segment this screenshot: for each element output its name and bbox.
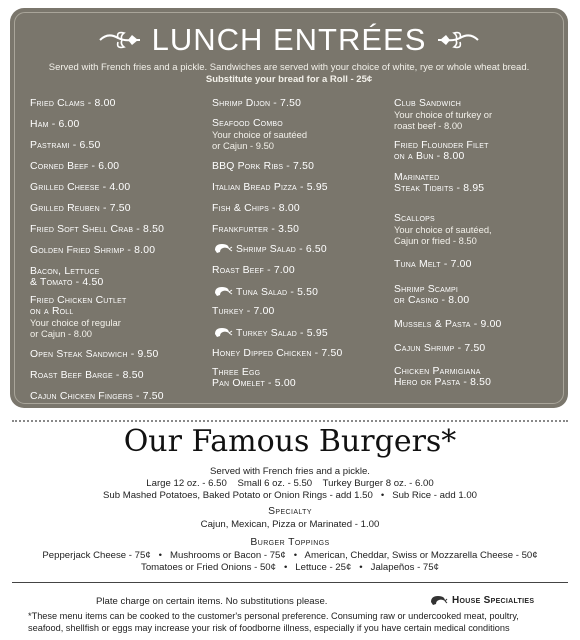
menu-item-name-text: Tuna Melt - 7.00 [394, 259, 472, 270]
menu-item [212, 98, 390, 109]
menu-item-name-text: Shrimp Dijon - 7.50 [212, 98, 302, 109]
menu-item-name-line2: on a Roll [30, 306, 74, 317]
plate-charge-note: Plate charge on certain items. No substitutions please. [96, 596, 328, 607]
menu-item [30, 349, 208, 360]
dotted-divider [12, 420, 568, 422]
menu-item-name [30, 98, 208, 109]
menu-item [30, 140, 208, 151]
menu-item-name [30, 182, 208, 193]
menu-item [394, 98, 572, 131]
menu-item-description: Your choice of sautéed [212, 129, 308, 140]
menu-item [30, 182, 208, 193]
menu-item-name [212, 98, 390, 109]
menu-item-name [212, 348, 390, 359]
menu-item-name [30, 203, 208, 214]
footer-divider [12, 582, 568, 583]
menu-item [30, 391, 208, 402]
menu-item-name-text: Scallops [394, 213, 435, 224]
menu-item-name [212, 285, 390, 298]
disclaimer-line1: *These menu items can be cooked to the customer's personal preference. Consuming raw or undercooked meat, poultry, [28, 611, 519, 621]
menu-item [394, 213, 572, 246]
menu-item [212, 224, 390, 235]
menu-item-name [30, 266, 208, 277]
menu-item [30, 245, 208, 256]
menu-item [30, 224, 208, 235]
menu-item-name [394, 259, 572, 270]
menu-item-name-text: Frankfurter - 3.50 [212, 224, 300, 235]
menu-item-name-text: Cajun Chicken Fingers - 7.50 [30, 391, 164, 402]
shrimp-icon [212, 326, 234, 338]
menu-item [394, 284, 572, 306]
menu-item-name-text: Roast Beef - 7.00 [212, 265, 295, 276]
menu-item-name [212, 118, 390, 129]
menu-item-name-text: Club Sandwich [394, 98, 461, 109]
specialty-heading: Specialty [268, 506, 312, 517]
menu-item-name [30, 370, 208, 381]
flourish-right-icon [436, 29, 480, 51]
menu-item [212, 285, 390, 298]
menu-item-name [30, 245, 208, 256]
menu-item-name-text: Turkey Salad - 5.95 [236, 328, 328, 339]
menu-item-name-text: Fried Soft Shell Crab - 8.50 [30, 224, 165, 235]
menu-item-name-text: Fish & Chips - 8.00 [212, 203, 300, 214]
shrimp-icon [428, 594, 448, 606]
menu-item-name-text: Grilled Cheese - 4.00 [30, 182, 131, 193]
menu-item-name-text: Shrimp Salad - 6.50 [236, 244, 327, 255]
menu-item-name-text: Chicken Parmigiana [394, 366, 481, 377]
lunch-subtitle [20, 62, 558, 86]
menu-item-name [212, 224, 390, 235]
menu-item-name [394, 343, 572, 354]
menu-item [212, 182, 390, 193]
menu-item-name-text: Corned Beef - 6.00 [30, 161, 120, 172]
toppings-line2: Tomatoes or Fried Onions - 50¢ • Lettuce - 25¢ • Jalapeños - 75¢ [141, 562, 439, 573]
menu-item-name-text: Mussels & Pasta - 9.00 [394, 319, 502, 330]
menu-item [30, 161, 208, 172]
menu-item [212, 326, 390, 339]
flourish-left-icon [98, 29, 142, 51]
menu-item-name-text: Turkey - 7.00 [212, 306, 275, 317]
lunch-subtitle-line2 [20, 74, 558, 86]
toppings-line1: Pepperjack Cheese - 75¢ • Mushrooms or Bacon - 75¢ • American, Cheddar, Swiss or Mozzarella Cheese - 50¢ [42, 550, 538, 561]
menu-item [394, 319, 572, 330]
menu-item-name-text: Roast Beef Barge - 8.50 [30, 370, 144, 381]
menu-item-name-text: Bacon, Lettuce [30, 266, 100, 277]
menu-item [30, 203, 208, 214]
menu-item [30, 98, 208, 109]
menu-item-description: Your choice of regular [30, 317, 121, 328]
menu-item-description-line2: or Cajun - 9.50 [212, 140, 275, 151]
menu-item [394, 259, 572, 270]
menu-item-name [212, 306, 390, 317]
menu-item-name [394, 140, 572, 151]
menu-item-name-text: Three Egg [212, 367, 261, 378]
menu-item-name [30, 224, 208, 235]
menu-item-description: Your choice of sautéed, [394, 224, 492, 235]
menu-item [212, 203, 390, 214]
menu-item-name [212, 242, 390, 255]
lunch-subtitle-line1: Served with French fries and a pickle. Sandwiches are served with your choice of white, rye or whole wheat bread. [48, 62, 530, 73]
menu-item-name [212, 182, 390, 193]
menu-item-description-line2: Cajun or fried - 8.50 [394, 235, 477, 246]
menu-item [212, 367, 390, 389]
menu-item-name [30, 119, 208, 130]
menu-item-name-text: Open Steak Sandwich - 9.50 [30, 349, 159, 360]
burgers-sizes: Large 12 oz. - 6.50 Small 6 oz. - 5.50 Turkey Burger 8 oz. - 6.00 [146, 478, 434, 489]
menu-item [30, 119, 208, 130]
menu-item [394, 172, 572, 194]
menu-item-name [30, 161, 208, 172]
menu-item-name [212, 326, 390, 339]
menu-item-name [212, 265, 390, 276]
menu-item-name-text: Fried Chicken Cutlet [30, 295, 127, 306]
menu-item [212, 242, 390, 255]
menu-item-name-line2: or Casino - 8.00 [394, 295, 470, 306]
menu-item-name-text: Grilled Reuben - 7.50 [30, 203, 131, 214]
menu-item-description-line2: roast beef - 8.00 [394, 120, 463, 131]
menu-item-name [394, 213, 572, 224]
menu-item-name-text: Pastrami - 6.50 [30, 140, 101, 151]
menu-item-name-text: Honey Dipped Chicken - 7.50 [212, 348, 343, 359]
menu-item-name-line2: Steak Tidbits - 8.95 [394, 183, 485, 194]
menu-item-description: Your choice of turkey or [394, 109, 493, 120]
menu-item-name-line2: Hero or Pasta - 8.50 [394, 377, 492, 388]
menu-item-name-text: Cajun Shrimp - 7.50 [394, 343, 486, 354]
menu-item-name [30, 391, 208, 402]
menu-item-name [212, 203, 390, 214]
menu-item [212, 161, 390, 172]
menu-item [212, 306, 390, 317]
burgers-title: Our Famous Burgers* [123, 424, 457, 459]
disclaimer-line2: seafood, shellfish or eggs may increase your risk of foodborne illness, especially if you have certain medical conditions [28, 622, 510, 633]
lunch-title: LUNCH ENTRÉES [151, 22, 427, 57]
menu-item-name [30, 295, 208, 306]
menu-item-name-text: Italian Bread Pizza - 5.95 [212, 182, 328, 193]
menu-item-name [394, 319, 572, 330]
menu-item-name [394, 284, 572, 295]
menu-item-name-text: Seafood Combo [212, 118, 283, 129]
specialty-options: Cajun, Mexican, Pizza or Marinated - 1.00 [200, 519, 380, 530]
menu-item-name-text: Ham - 6.00 [30, 119, 80, 130]
menu-item [394, 366, 572, 388]
menu-item-name-line2: & Tomato - 4.50 [30, 277, 104, 288]
menu-item-name [30, 349, 208, 360]
menu-item-name [394, 366, 572, 377]
lunch-entrees-panel [10, 8, 568, 408]
menu-item [394, 140, 572, 162]
menu-item-name-text: Marinated [394, 172, 440, 183]
bread-substitute-note: Substitute your bread for a Roll - 25¢ [205, 74, 373, 85]
house-specialties-label: House Specialties [452, 594, 535, 606]
menu-item [212, 265, 390, 276]
menu-item [30, 266, 208, 288]
burgers-subs: Sub Mashed Potatoes, Baked Potato or Onion Rings - add 1.50 • Sub Rice - add 1.00 [102, 490, 477, 501]
menu-item-description-line2: or Cajun - 8.00 [30, 328, 93, 339]
menu-item [30, 370, 208, 381]
menu-item-name-text: BBQ Pork Ribs - 7.50 [212, 161, 315, 172]
shrimp-icon [212, 242, 234, 254]
menu-item [30, 295, 208, 339]
burgers-served: Served with French fries and a pickle. [210, 466, 370, 477]
food-safety-disclaimer [28, 611, 568, 634]
menu-item [394, 343, 572, 354]
menu-item-name-line2: Pan Omelet - 5.00 [212, 378, 296, 389]
menu-item-name [30, 140, 208, 151]
menu-item-name [212, 161, 390, 172]
menu-item-name [394, 98, 572, 109]
menu-item-name-text: Tuna Salad - 5.50 [236, 287, 319, 298]
menu-item-name [212, 367, 390, 378]
house-specialties-legend [428, 594, 534, 606]
menu-item [212, 348, 390, 359]
menu-item-name-text: Fried Flounder Filet [394, 140, 489, 151]
toppings-heading: Burger Toppings [250, 537, 330, 548]
menu-item-name-text: Golden Fried Shrimp - 8.00 [30, 245, 156, 256]
menu-item-name [394, 172, 572, 183]
lunch-title-row [10, 22, 568, 58]
shrimp-icon [212, 285, 234, 297]
menu-item [212, 118, 390, 151]
menu-item-name-text: Shrimp Scampi [394, 284, 459, 295]
menu-item-name-text: Fried Clams - 8.00 [30, 98, 116, 109]
menu-item-name-line2: on a Bun - 8.00 [394, 151, 465, 162]
